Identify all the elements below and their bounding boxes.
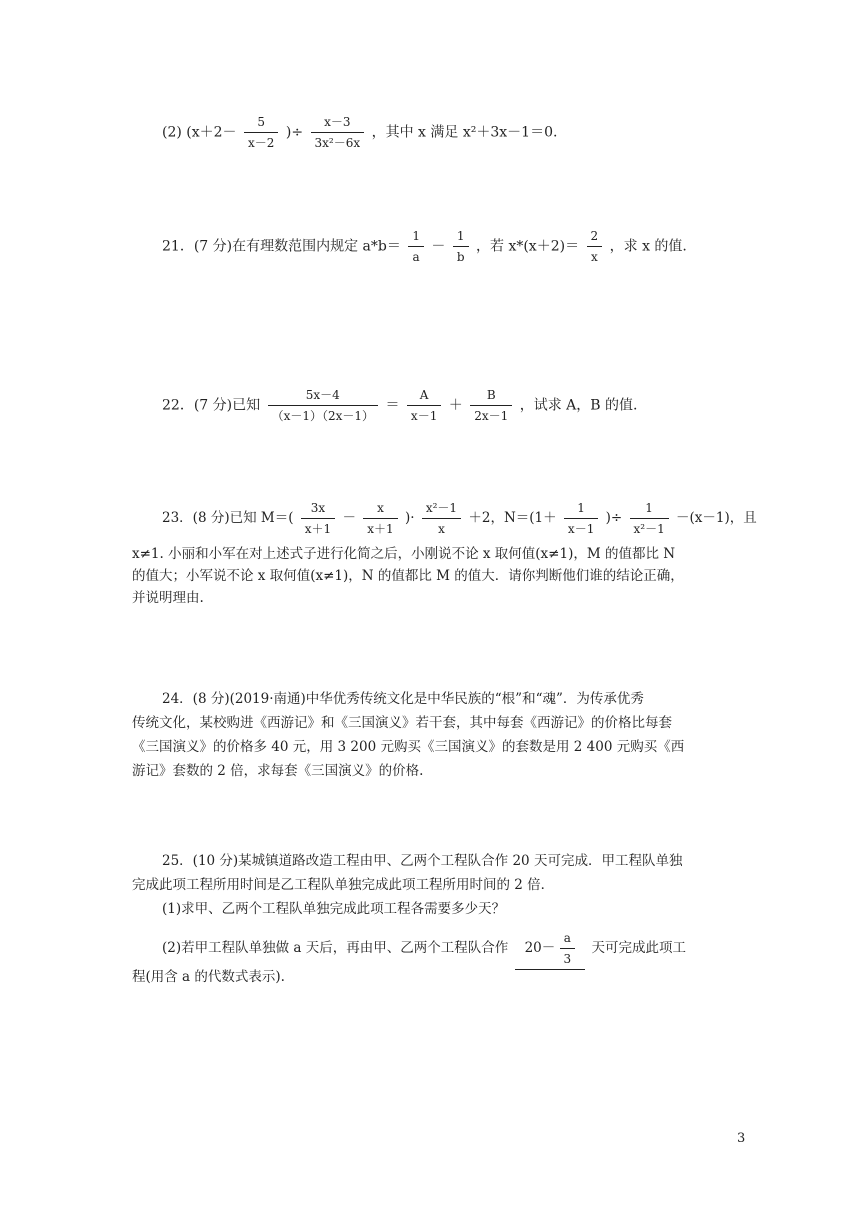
q23-suffix: －(x－1)，且	[676, 510, 757, 526]
q22-frac3-num: B	[470, 385, 512, 406]
q25-answer-frac	[560, 928, 576, 969]
q22-suffix: ，试求 A，B 的值.	[519, 397, 638, 414]
q25-line3: (1)求甲、乙两个工程队单独完成此项工程各需要多少天？	[162, 901, 506, 917]
q20-expr-a: (x＋2－	[186, 124, 237, 141]
q25-line4-b: 天可完成此项工	[591, 940, 686, 956]
q25-line5: 程(用含 a 的代数式表示).	[132, 969, 285, 985]
q23-minus: －	[342, 510, 356, 526]
q25-answer-num: a	[560, 928, 576, 949]
q20-frac2-den: 3x²－6x	[314, 136, 361, 150]
q23-frac1-num: 3x	[301, 498, 335, 519]
q24-line3: 《三国演义》的价格多 40 元，用 3 200 元购买《三国演义》的套数是用 2 400 元购买《西	[132, 739, 685, 755]
q20-part2	[162, 112, 557, 153]
q20-condition: ，其中 x 满足 x²＋3x－1＝0.	[371, 124, 558, 141]
q22-frac3	[470, 385, 512, 426]
q22-frac1	[268, 385, 378, 426]
q25-answer-den: 3	[563, 952, 572, 966]
q22-frac3-den: 2x－1	[474, 409, 509, 423]
q22-eq: ＝	[385, 397, 400, 414]
q21-prefix: 21．(7 分)在有理数范围内规定 a*b＝	[162, 238, 401, 255]
q22-frac1-den: （x－1）（2x－1）	[271, 409, 375, 423]
q23-div: )÷	[605, 510, 623, 526]
q23-prefix: 23．(8 分)已知 M＝(	[162, 510, 294, 526]
q21-frac2-num: 1	[453, 226, 469, 247]
q25-answer-blank	[515, 928, 586, 970]
q25-line4-a: (2)若甲工程队单独做 a 天后，再由甲、乙两个工程队合作	[162, 940, 509, 956]
q23-line1	[162, 498, 757, 539]
q21	[162, 226, 687, 267]
q23-line4: 并说明理由.	[132, 590, 204, 606]
q22-plus: ＋	[448, 397, 463, 414]
q24-line1: 24．(8 分)(2019·南通)中华优秀传统文化是中华民族的“根”和“魂”．为传承优秀	[162, 691, 644, 707]
q20-expr-b: )÷	[285, 124, 304, 141]
q23-line2: x≠1. 小丽和小军在对上述式子进行化简之后，小刚说不论 x 取何值(x≠1)，M 的值都比 N	[132, 546, 676, 562]
q21-frac2	[453, 226, 469, 267]
q23-frac5-num: 1	[630, 498, 669, 519]
q21-minus: －	[431, 238, 446, 255]
q21-frac2-den: b	[456, 250, 465, 264]
q21-suffix: ，求 x 的值.	[609, 238, 687, 255]
q22	[162, 385, 637, 426]
q23-frac3-num: x²－1	[422, 498, 461, 519]
q23-frac5-den: x²－1	[633, 522, 665, 536]
q23-frac1-den: x＋1	[304, 522, 332, 536]
q23-frac3	[422, 498, 461, 539]
q20-frac1	[244, 112, 278, 153]
q20-label: (2)	[162, 124, 182, 141]
q22-prefix: 22．(7 分)已知	[162, 397, 261, 414]
q23-frac2-den: x＋1	[367, 522, 394, 536]
q20-frac2	[311, 112, 365, 153]
q23-frac2	[363, 498, 397, 539]
q21-frac3	[587, 226, 603, 267]
q24-line4: 游记》套数的 2 倍，求每套《三国演义》的价格.	[132, 763, 424, 779]
q23-frac4-den: x－1	[567, 522, 595, 536]
q25-answer-prefix: 20－	[524, 940, 556, 956]
q25-line4	[162, 928, 686, 970]
q20-frac1-num: 5	[244, 112, 278, 133]
q23-frac2-num: x	[363, 498, 397, 519]
q20-frac2-num: x－3	[311, 112, 365, 133]
q23-frac4-num: 1	[564, 498, 598, 519]
q23-frac4	[564, 498, 598, 539]
page-number: 3	[737, 1131, 746, 1146]
q21-frac1	[408, 226, 424, 267]
q21-frac3-den: x	[590, 250, 598, 264]
q23-frac3-den: x	[438, 522, 445, 536]
q23-dot: )·	[404, 510, 415, 526]
q23-mid: ＋2，N＝(1＋	[468, 510, 557, 526]
q25-line1: 25．(10 分)某城镇道路改造工程由甲、乙两个工程队合作 20 天可完成．甲工程队单独	[162, 853, 683, 869]
q22-frac1-num: 5x－4	[268, 385, 378, 406]
q20-frac1-den: x－2	[248, 136, 275, 150]
q25-line2: 完成此项工程所用时间是乙工程队单独完成此项工程所用时间的 2 倍．	[132, 877, 555, 893]
q24-line2: 传统文化，某校购进《西游记》和《三国演义》若干套，其中每套《西游记》的价格比每套	[132, 715, 672, 731]
q23-frac5	[630, 498, 669, 539]
q23-line3: 的值大；小军说不论 x 取何值(x≠1)，N 的值都比 M 的值大．请你判断他们谁的结论正确，	[132, 568, 684, 584]
q22-frac2-den: x－1	[410, 409, 438, 423]
q21-frac1-num: 1	[408, 226, 424, 247]
q21-mid: ，若 x*(x＋2)＝	[476, 238, 580, 255]
q21-frac1-den: a	[412, 250, 420, 264]
q23-frac1	[301, 498, 335, 539]
q21-frac3-num: 2	[587, 226, 603, 247]
q22-frac2	[407, 385, 441, 426]
q22-frac2-num: A	[407, 385, 441, 406]
